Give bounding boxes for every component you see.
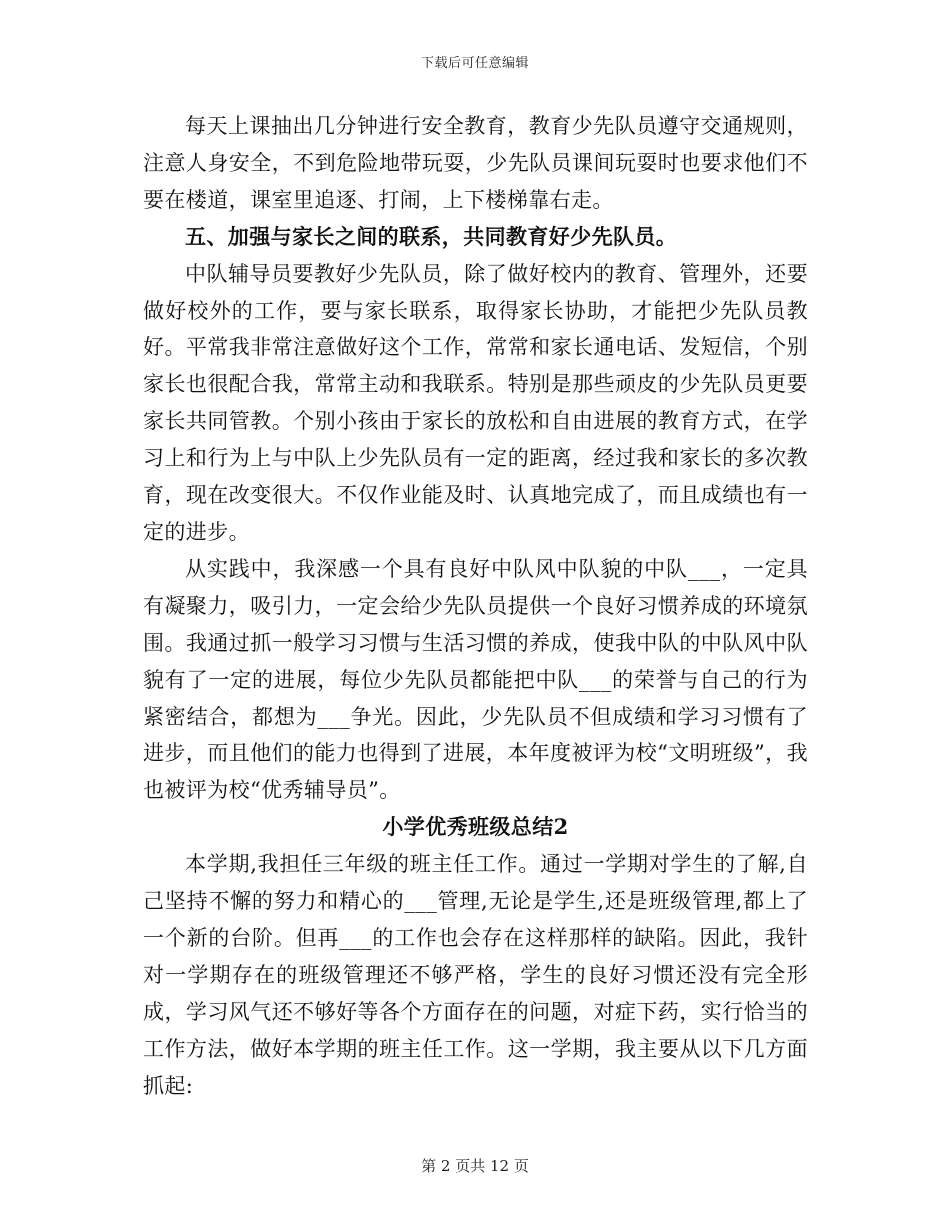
paragraph-semester: 本学期,我担任三年级的班主任工作。通过一学期对学生的了解,自己坚持不懈的努力和精心的___管理,无论是学生,还是班级管理,都上了一个新的台阶。但再___的工作也会存在这样那样的缺陷。因此，我针对一学期存在的班级管理还不够严格，学生的良好习惯还没有完全形成，学习风气还不够好等各个方面存在的问题，对症下药，实行恰当的工作方法，做好本学期的班主任工作。这一学期，我主要从以下几方面抓起: [143, 852, 808, 1098]
page-footer: 第 2 页共 12 页 [421, 1157, 529, 1175]
document-body [143, 108, 808, 1104]
paragraph-parents: 中队辅导员要教好少先队员，除了做好校内的教育、管理外，还要做好校外的工作，要与家长联系，取得家长协助，才能把少先队员教好。平常我非常注意做好这个工作，常常和家长通电话、发短信，个别家长也很配合我，常常主动和我联系。特别是那些顽皮的少先队员更要家长共同管教。个别小孩由于家长的放松和自由进展的教育方式，在学习上和行为上与中队上少先队员有一定的距离，经过我和家长的多次教育，现在改变很大。不仅作业能及时、认真地完成了，而且成绩也有一定的进步。 [143, 261, 808, 544]
page-header: 下载后可任意编辑 [420, 56, 529, 71]
section-title-2: 小学优秀班级总结2 [382, 814, 569, 840]
section-heading-5: 五、加强与家长之间的联系，共同教育好少先队员。 [185, 223, 678, 249]
paragraph-safety: 每天上课抽出几分钟进行安全教育，教育少先队员遵守交通规则，注意人身安全，不到危险地带玩耍，少先队员课间玩耍时也要求他们不要在楼道，课室里追逐、打闹，上下楼梯靠右走。 [143, 114, 808, 212]
paragraph-practice: 从实践中，我深感一个具有良好中队风中队貌的中队___，一定具有凝聚力，吸引力，一定会给少先队员提供一个良好习惯养成的环境氛围。我通过抓一般学习习惯与生活习惯的养成，使我中队的中队风中队貌有了一定的进展，每位少先队员都能把中队___的荣誉与自己的行为紧密结合，都想为___争光。因此，少先队员不但成绩和学习习惯有了进步，而且他们的能力也得到了进展，本年度被评为校“文明班级”，我也被评为校“优秀辅导员”。 [143, 556, 808, 803]
